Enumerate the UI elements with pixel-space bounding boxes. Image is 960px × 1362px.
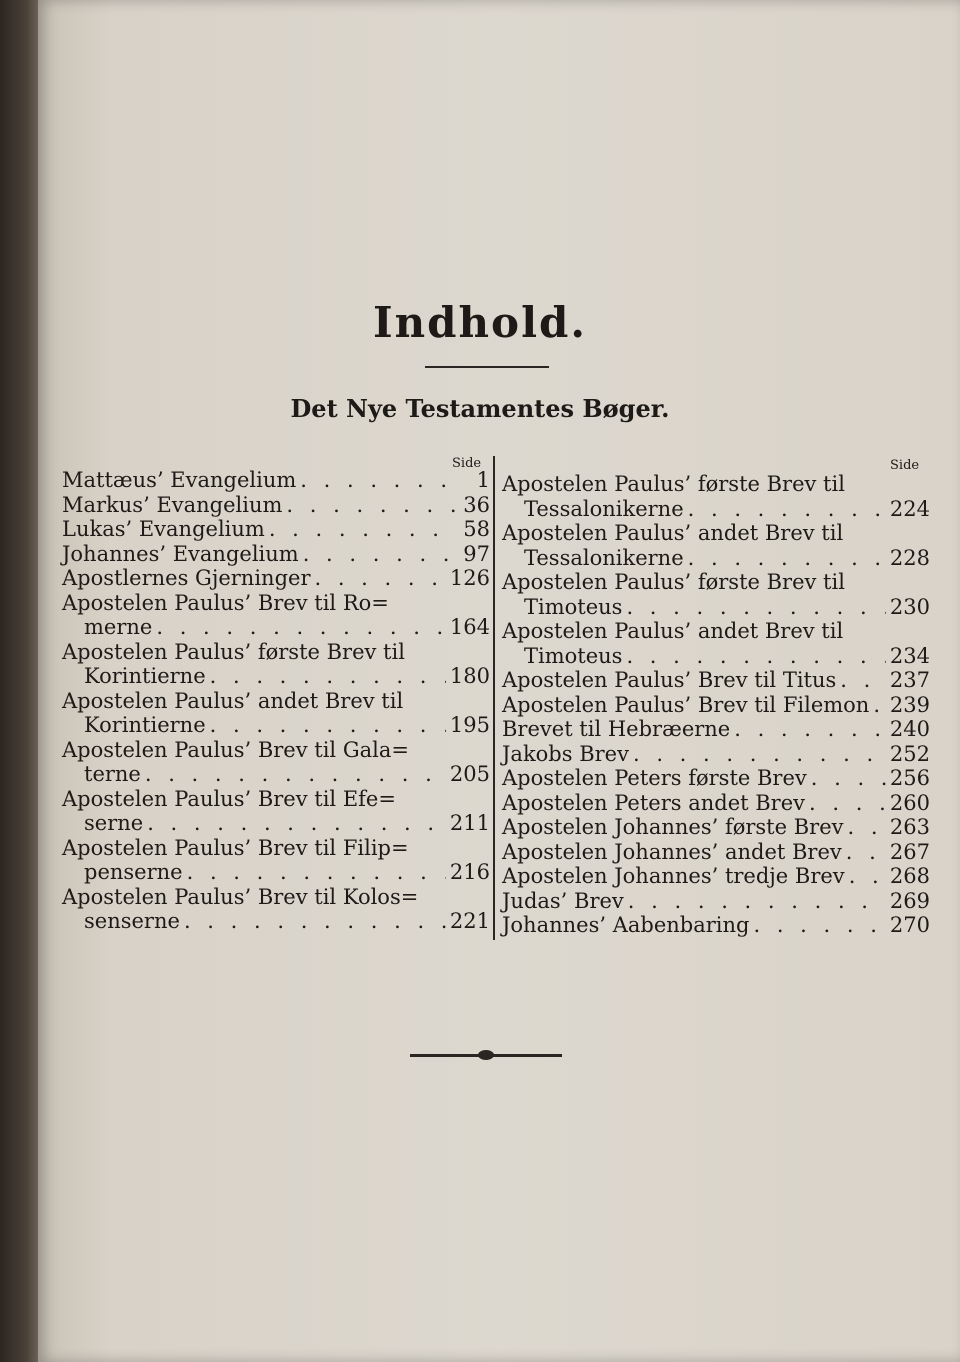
leader-dots	[210, 713, 446, 738]
leader-dots	[846, 840, 886, 865]
leader-dots	[848, 815, 886, 840]
toc-right-entry	[502, 472, 930, 521]
leader-dots	[633, 742, 886, 767]
leader-dots	[286, 493, 456, 518]
entry-title-line: Apostelen Paulus’ Brev til Filemon	[502, 692, 870, 717]
leader-dots	[628, 889, 886, 914]
toc-right-entry	[502, 668, 930, 693]
entry-title-line: Apostelen Paulus’ Brev til Efe=	[62, 786, 396, 811]
entry-page-number: 267	[889, 839, 930, 864]
toc-right-column	[502, 472, 930, 938]
entry-title-line: Apostelen Paulus’ første Brev til	[502, 472, 845, 496]
entry-page-number: 211	[449, 811, 490, 835]
leader-dots	[734, 717, 886, 742]
entry-page-number: 263	[889, 815, 930, 839]
entry-page-number: 252	[889, 741, 930, 766]
leader-dots	[688, 546, 886, 571]
right-page-column-label: Side	[890, 458, 920, 473]
leader-dots	[187, 860, 446, 885]
entry-title-line: Johannes’ Evangelium	[62, 541, 299, 566]
leader-dots	[210, 664, 446, 689]
entry-title-line: Apostelen Paulus’ Brev til Gala=	[62, 737, 409, 762]
leader-dots	[811, 766, 886, 791]
entry-title-line: penserne	[84, 860, 183, 884]
entry-title-line: Apostelen Johannes’ andet Brev	[502, 839, 842, 864]
left-page-column-label: Side	[452, 456, 482, 471]
leader-dots	[849, 864, 886, 889]
entry-page-number: 234	[889, 643, 930, 668]
entry-page-number: 239	[889, 692, 930, 717]
entry-title-line: Apostelen Paulus’ andet Brev til	[502, 619, 844, 643]
toc-right-entry	[502, 815, 930, 840]
entry-page-number: 58	[463, 517, 490, 541]
entry-page-number: 221	[449, 909, 490, 933]
entry-page-number: 126	[449, 566, 490, 590]
entry-page-number: 36	[463, 492, 490, 517]
page-title: Indhold.	[372, 298, 588, 347]
toc-right-entry	[502, 742, 930, 767]
toc-right-entry	[502, 619, 930, 668]
entry-page-number: 256	[889, 766, 930, 790]
entry-page-number: 224	[889, 496, 930, 521]
leader-dots	[753, 913, 885, 938]
entry-title-line: serne	[84, 811, 144, 835]
entry-title-line: Tessalonikerne	[524, 545, 684, 570]
entry-title-line: Lukas’ Evangelium	[62, 517, 265, 541]
entry-title-line: Apostelen Paulus’ første Brev til	[502, 570, 845, 594]
entry-title-line: Korintierne	[84, 664, 206, 688]
leader-dots	[873, 693, 886, 718]
toc-right-entry	[502, 693, 930, 718]
toc-left-entry	[62, 542, 490, 567]
leader-dots	[184, 909, 446, 934]
entry-title-line: Apostelen Paulus’ Brev til Kolos=	[62, 884, 419, 909]
title-rule	[425, 366, 549, 368]
entry-title-line: Apostelen Paulus’ Brev til Filip=	[62, 835, 409, 860]
toc-left-entry	[62, 640, 490, 689]
section-subtitle: Det Nye Testamentes Bøger.	[290, 394, 670, 423]
entry-page-number: 205	[449, 762, 490, 786]
leader-dots	[156, 615, 446, 640]
toc-left-entry	[62, 566, 490, 591]
toc-left-entry	[62, 738, 490, 787]
toc-left-entry	[62, 689, 490, 738]
entry-page-number: 237	[889, 668, 930, 692]
toc-left-entry	[62, 836, 490, 885]
toc-right-entry	[502, 717, 930, 742]
toc-left-entry	[62, 787, 490, 836]
entry-title-line: Timoteus	[524, 594, 623, 619]
toc-right-entry	[502, 913, 930, 938]
leader-dots	[688, 497, 886, 522]
end-ornament-rule	[410, 1054, 562, 1057]
entry-title-line: Markus’ Evangelium	[62, 492, 283, 517]
entry-title-line: Korintierne	[84, 713, 206, 737]
entry-page-number: 164	[449, 615, 490, 639]
entry-title-line: Tessalonikerne	[524, 496, 684, 521]
entry-title-line: senserne	[84, 909, 180, 933]
leader-dots	[300, 468, 456, 493]
leader-dots	[809, 791, 886, 816]
leader-dots	[626, 595, 885, 620]
entry-page-number: 195	[449, 713, 490, 737]
entry-page-number: 260	[889, 790, 930, 815]
column-divider	[493, 456, 495, 940]
toc-left-entry	[62, 493, 490, 518]
entry-page-number: 270	[889, 913, 930, 937]
leader-dots	[145, 762, 446, 787]
toc-left-entry	[62, 885, 490, 934]
entry-page-number: 268	[889, 864, 930, 888]
toc-right-entry	[502, 864, 930, 889]
entry-title-line: Apostelen Johannes’ tredje Brev	[502, 864, 845, 888]
entry-title-line: merne	[84, 615, 153, 639]
toc-right-entry	[502, 889, 930, 914]
entry-title-line: Timoteus	[524, 643, 623, 668]
leader-dots	[269, 517, 456, 542]
entry-title-line: Apostlernes Gjerninger	[62, 566, 311, 590]
entry-title-line: Apostelen Peters første Brev	[502, 766, 807, 790]
toc-right-entry	[502, 521, 930, 570]
entry-title-line: Apostelen Johannes’ første Brev	[502, 815, 844, 839]
entry-title-line: terne	[84, 762, 141, 786]
toc-left-column	[62, 468, 490, 934]
entry-title-line: Mattæus’ Evangelium	[62, 468, 297, 492]
entry-title-line: Jakobs Brev	[502, 741, 629, 766]
entry-title-line: Apostelen Paulus’ andet Brev til	[502, 521, 844, 545]
entry-title-line: Apostelen Paulus’ andet Brev til	[62, 688, 404, 713]
leader-dots	[303, 542, 456, 567]
entry-title-line: Judas’ Brev	[502, 888, 624, 913]
entry-page-number: 269	[889, 888, 930, 913]
entry-page-number: 97	[463, 541, 490, 566]
book-spine	[0, 0, 38, 1362]
entry-page-number: 180	[449, 664, 490, 688]
entry-page-number: 230	[889, 594, 930, 619]
entry-page-number: 216	[449, 860, 490, 884]
entry-page-number: 228	[889, 545, 930, 570]
toc-left-entry	[62, 517, 490, 542]
toc-right-entry	[502, 570, 930, 619]
toc-right-entry	[502, 791, 930, 816]
entry-title-line: Apostelen Paulus’ første Brev til	[62, 639, 405, 664]
leader-dots	[626, 644, 885, 669]
entry-page-number: 1	[476, 468, 490, 492]
toc-left-entry	[62, 468, 490, 493]
entry-page-number: 240	[889, 717, 930, 741]
leader-dots	[840, 668, 886, 693]
entry-title-line: Johannes’ Aabenbaring	[502, 913, 750, 937]
entry-title-line: Brevet til Hebræerne	[502, 717, 731, 741]
entry-title-line: Apostelen Peters andet Brev	[502, 790, 806, 815]
toc-right-entry	[502, 840, 930, 865]
toc-right-entry	[502, 766, 930, 791]
leader-dots	[147, 811, 446, 836]
toc-left-entry	[62, 591, 490, 640]
entry-title-line: Apostelen Paulus’ Brev til Titus	[502, 668, 837, 692]
leader-dots	[314, 566, 445, 591]
entry-title-line: Apostelen Paulus’ Brev til Ro=	[62, 590, 389, 615]
